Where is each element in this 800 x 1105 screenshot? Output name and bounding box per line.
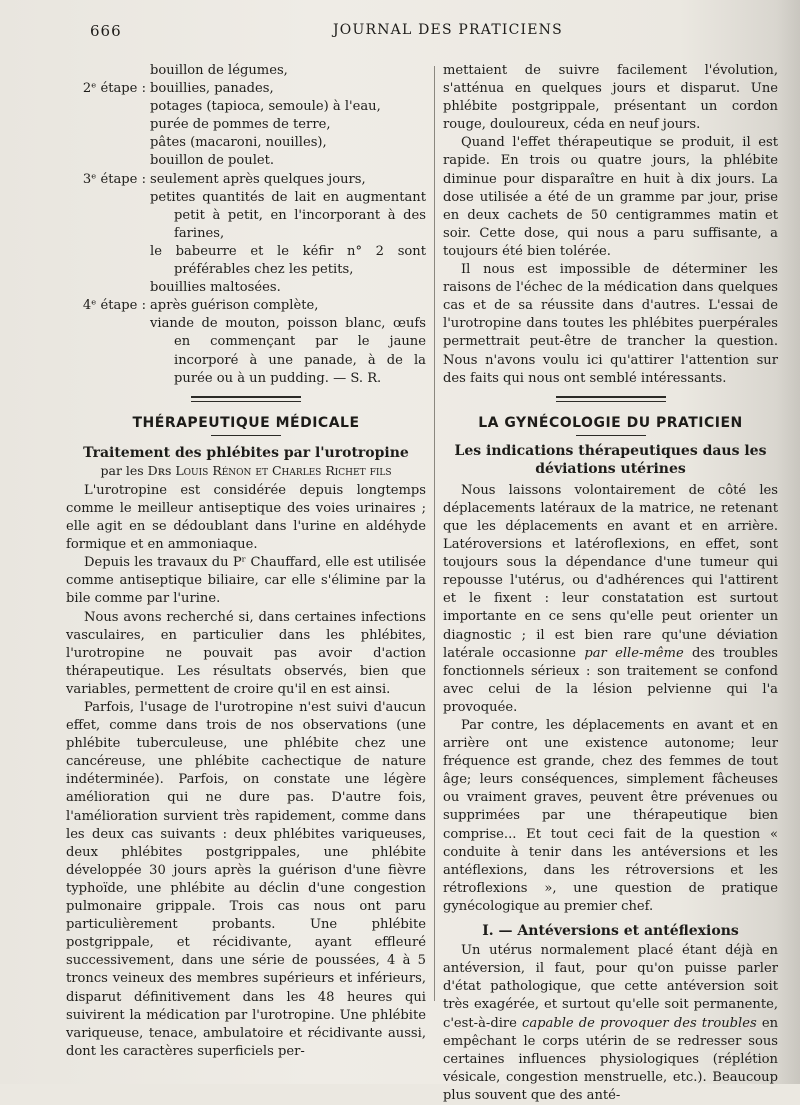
paragraph: Parfois, l'usage de l'urotropine n'est suivi d'aucun effet, comme dans trois de nos observations (une phlébite tuberculeuse, une phlébite chez une cancéreuse, une phlébite cachectique de nature indéterminée). Parfois, on constate une légère amélioration qui ne dure pas. D'autre fois, l'amélioration survient très rapidement, comme dans les deux cas suivants : deux phlébites variqueuses, deux phlébites postgrippales, une phlébite développée 30 jours après la guérison d'une fièvre typhoïde, une phlébite au déclin d'une congestion pulmonaire grippale. Trois cas nous ont paru particulièrement probants. Une phlébite postgrippale, et récidivante, ayant effleuré successivement, dans une série de poussées, 4 à 5 troncs veineux des membres supérieurs et inférieurs, disparut définitivement dans les 48 heures qui suivirent la médication par l'urotropine. Une phlébite variqueuse, tenace, ambulatoire et récidivante aussi, dont les caractères superficiels per- — [66, 700, 426, 1059]
diet-stages — [66, 62, 426, 388]
byline-prefix: par les Dʀs — [100, 462, 172, 478]
diet-stage — [66, 297, 426, 387]
stage-line: viande de mouton, poisson blanc, œufs en commençant par le jaune incorporé à une panade, à de la purée ou à un pudding. — S. R. — [150, 316, 426, 386]
stage-line: pâtes (macaroni, nouilles), — [150, 135, 327, 151]
subsection-title: I. — Antéversions et antéflexions — [482, 923, 739, 940]
stage-line: bouillies, panades, — [150, 81, 274, 97]
stage-line: potages (tapioca, semoule) à l'eau, — [150, 99, 381, 115]
right-column — [443, 62, 778, 1105]
stage-line: après guérison complète, — [150, 298, 319, 314]
text-run: en empêchant le corps utérin de se redresser sous certaines influences physiologiques (réplétion vésicale, congestion menstruelle, etc.). Beaucoup plus souvent que des anté- — [443, 1015, 778, 1103]
paragraph: Depuis les travaux du Pʳ Chauffard, elle est utilisée comme antiseptique biliaire, car elle s'élimine par la bile comme par l'urine. — [66, 555, 426, 607]
diet-stage — [66, 80, 426, 170]
diet-stage — [66, 171, 426, 298]
article-title: Les indications thérapeutiques daus les déviations utérines — [454, 442, 767, 477]
paragraph: Quand l'effet thérapeutique se produit, il est rapide. En trois ou quatre jours, la phlébite diminue pour disparaître en huit à dix jours. La dose utilisée a été de un gramme par jour, prise en deux cachets de 50 centigrammes matin et soir. Cette dose, qui nous a paru suffisante, a toujours été bien tolérée. — [443, 135, 778, 259]
paragraph — [443, 482, 778, 717]
left-column — [66, 62, 426, 1061]
emphasis: par elle-même — [584, 645, 684, 661]
journal-title: JOURNAL DES PRATICIENS — [333, 22, 563, 38]
stage-line: seulement après quelques jours, — [150, 171, 366, 187]
article-title: Traitement des phlébites par l'urotropine — [83, 444, 409, 461]
title-underline — [576, 435, 646, 436]
stage-line: bouillon de poulet. — [150, 153, 275, 169]
title-underline — [211, 435, 281, 436]
stage-line: bouillon de légumes, — [150, 63, 288, 78]
stage-label — [66, 62, 150, 80]
paragraph — [443, 942, 778, 1105]
paragraph: Il nous est impossible de déterminer les raisons de l'échec de la médication dans quelques cas et de sa réussite dans d'autres. L'essai de l'urotropine dans toutes les phlébites puerpérales permettrait peut-être de trancher la question. Nous n'avons voulu ici qu'attirer l'attention sur des faits qui nous ont semblé intéressants. — [443, 262, 778, 386]
text-run: des troubles fonctionnels sérieux : son traitement se confond avec celui de la lésion pelvienne qui l'a provoquée. — [443, 645, 778, 715]
stage-line: purée de pommes de terre, — [150, 117, 331, 133]
section-divider — [556, 396, 666, 402]
text-run: Un utérus normalement placé étant déjà en antéversion, il faut, pour qu'on puisse parler d'état pathologique, que cette antéversion soit très exagérée, et surtout qu'elle soit permanente, c'est-à-dire — [443, 943, 778, 1031]
paragraph: mettaient de suivre facilement l'évolution, s'atténua en quelques jours et disparut. Une phlébite postgrippale, présentant un cordon rouge, douloureux, céda en neuf jours. — [443, 63, 778, 133]
page-header — [60, 22, 760, 42]
stage-line: le babeurre et le kéfir n° 2 sont préférables chez les petits, — [150, 243, 426, 278]
section-title-gynecologie: LA GYNÉCOLOGIE DU PRATICIEN — [478, 414, 743, 431]
stage-label: 4ᵉ étape : — [82, 298, 146, 314]
column-divider — [434, 66, 435, 1001]
stage-line: bouillies maltosées. — [150, 280, 281, 296]
byline-authors: Louis Rénon et Charles Richet fils — [175, 462, 392, 478]
stage-label: 3ᵉ étape : — [82, 171, 146, 187]
emphasis: capable de provoquer des troubles — [522, 1015, 757, 1031]
paragraph: Nous avons recherché si, dans certaines infections vasculaires, en particulier dans les phlébites, l'urotropine ne pouvait pas avoir d'action thérapeutique. Les résultats observés, bien que variables, permettent de croire qu'il en est ainsi. — [66, 609, 426, 697]
article-byline — [66, 462, 426, 480]
page-number: 666 — [90, 22, 122, 40]
stage-line: petites quantités de lait en augmentant petit à petit, en l'incorporant à des farines, — [150, 189, 426, 241]
section-title-therapeutique: THÉRAPEUTIQUE MÉDICALE — [132, 414, 360, 431]
text-run: Nous laissons volontairement de côté les déplacements latéraux de la matrice, ne retenant que les déplacements en avant et en arrière. Latéroversions et latéroflexions, en effet, sont toujours sous la dépendance d'une tumeur qui repousse l'utérus, ou d'adhérences qui l'attirent et le fixent : leur constatation est surtout importante en ce sens qu'elle peut orienter un diagnostic ; il est bien rare qu'une déviation latérale occasionne — [443, 482, 778, 661]
paragraph: Par contre, les déplacements en avant et en arrière ont une existence autonome; leur fréquence est grande, chez des femmes de tout âge; leurs conséquences, simplement fâcheuses ou vraiment graves, peuvent être prévenues ou supprimées par une thérapeutique bien comprise... Et tout ceci fait de la question « conduite à tenir dans les antéversions et les antéflexions, dans les rétroversions et les rétroflexions », une question de pratique gynécologique au premier chef. — [443, 718, 778, 914]
paragraph: L'urotropine est considérée depuis longtemps comme le meilleur antiseptique des voies urinaires ; elle agit en se dédoublant dans l'urine en aldéhyde formique et en ammoniaque. — [66, 482, 426, 553]
stage-label: 2ᵉ étape : — [82, 81, 146, 97]
diet-stage — [66, 62, 426, 80]
section-divider — [191, 396, 301, 402]
